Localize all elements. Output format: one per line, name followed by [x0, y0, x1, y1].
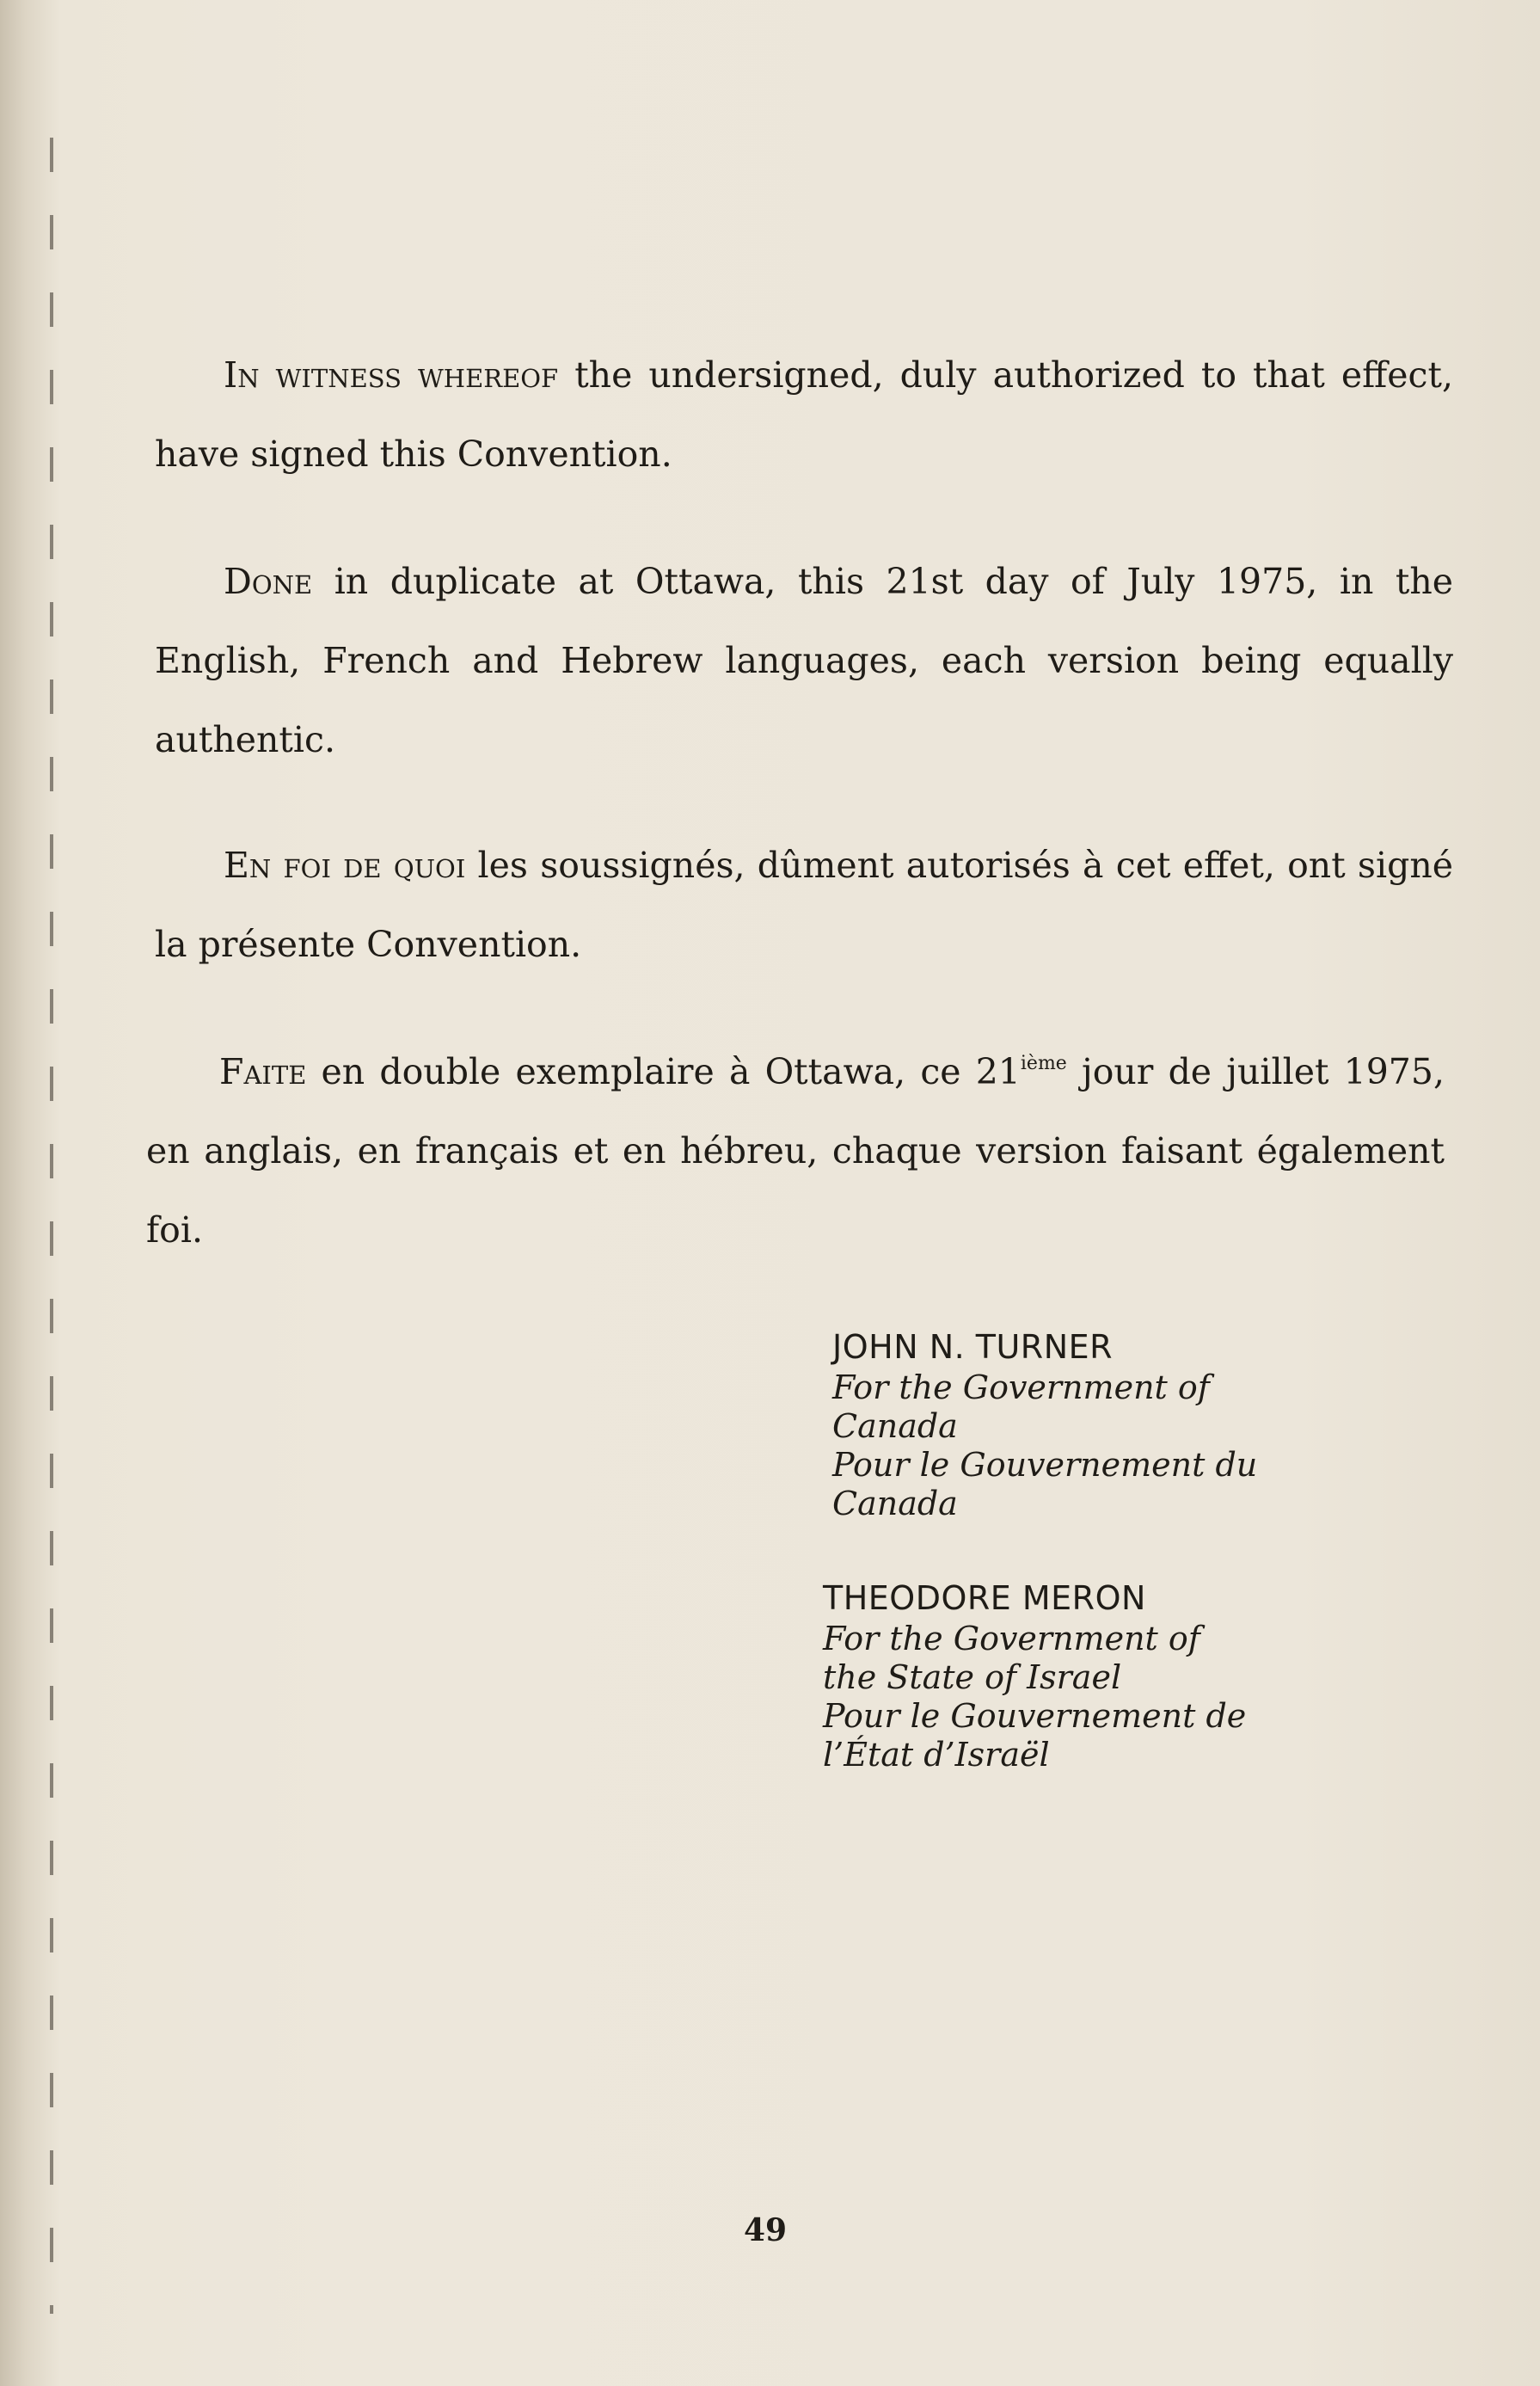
- done-lead: Done: [224, 561, 313, 602]
- signatory-capacity-line: For the Government of: [823, 1620, 1200, 1657]
- witness-text: the undersigned, duly authorized to that effect, have signed this Convention.: [155, 354, 1453, 475]
- signatory-capacity-line: For the Government of: [832, 1368, 1210, 1406]
- signatory-capacity-line: Pour le Gouvernement de: [823, 1697, 1247, 1735]
- done-paragraph: [155, 542, 1453, 779]
- signatory-capacity-line: Canada: [832, 1485, 958, 1522]
- page-number: 49: [744, 2212, 788, 2248]
- signatory-name: THEODORE MERON: [823, 1579, 1146, 1617]
- faite-lead: Faite: [219, 1051, 307, 1092]
- done-text: in duplicate at Ottawa, this 21st day of July 1975, in the English, French and Hebrew languages, each version being equally authentic.: [155, 561, 1453, 760]
- en-foi-lead: En foi de quoi: [224, 845, 466, 886]
- faite-paragraph: [146, 1032, 1445, 1270]
- signature-block-canada: [832, 1328, 1257, 1523]
- signatory-capacity-line: Canada: [832, 1407, 958, 1445]
- signatory-capacity-line: the State of Israel: [823, 1658, 1122, 1696]
- signatory-capacity-line: Pour le Gouvernement du: [832, 1446, 1258, 1484]
- signatory-name: JOHN N. TURNER: [832, 1328, 1114, 1366]
- witness-lead: In witness whereof: [224, 354, 559, 396]
- en-foi-paragraph: [155, 826, 1453, 984]
- en-foi-text: les soussignés, dûment autorisés à cet effet, ont signé la présente Convention.: [155, 845, 1453, 965]
- faite-text-b: jour de juillet 1975, en anglais, en français et en hébreu, chaque version faisant également foi.: [146, 1051, 1445, 1251]
- witness-paragraph: [155, 335, 1453, 494]
- signatory-capacity-line: l’État d’Israël: [823, 1736, 1050, 1774]
- faite-text-a: en double exemplaire à Ottawa, ce 21: [306, 1051, 1021, 1092]
- binding-gutter: [50, 138, 53, 2314]
- signature-block-israel: [823, 1579, 1246, 1774]
- faite-superscript: ième: [1020, 1053, 1067, 1074]
